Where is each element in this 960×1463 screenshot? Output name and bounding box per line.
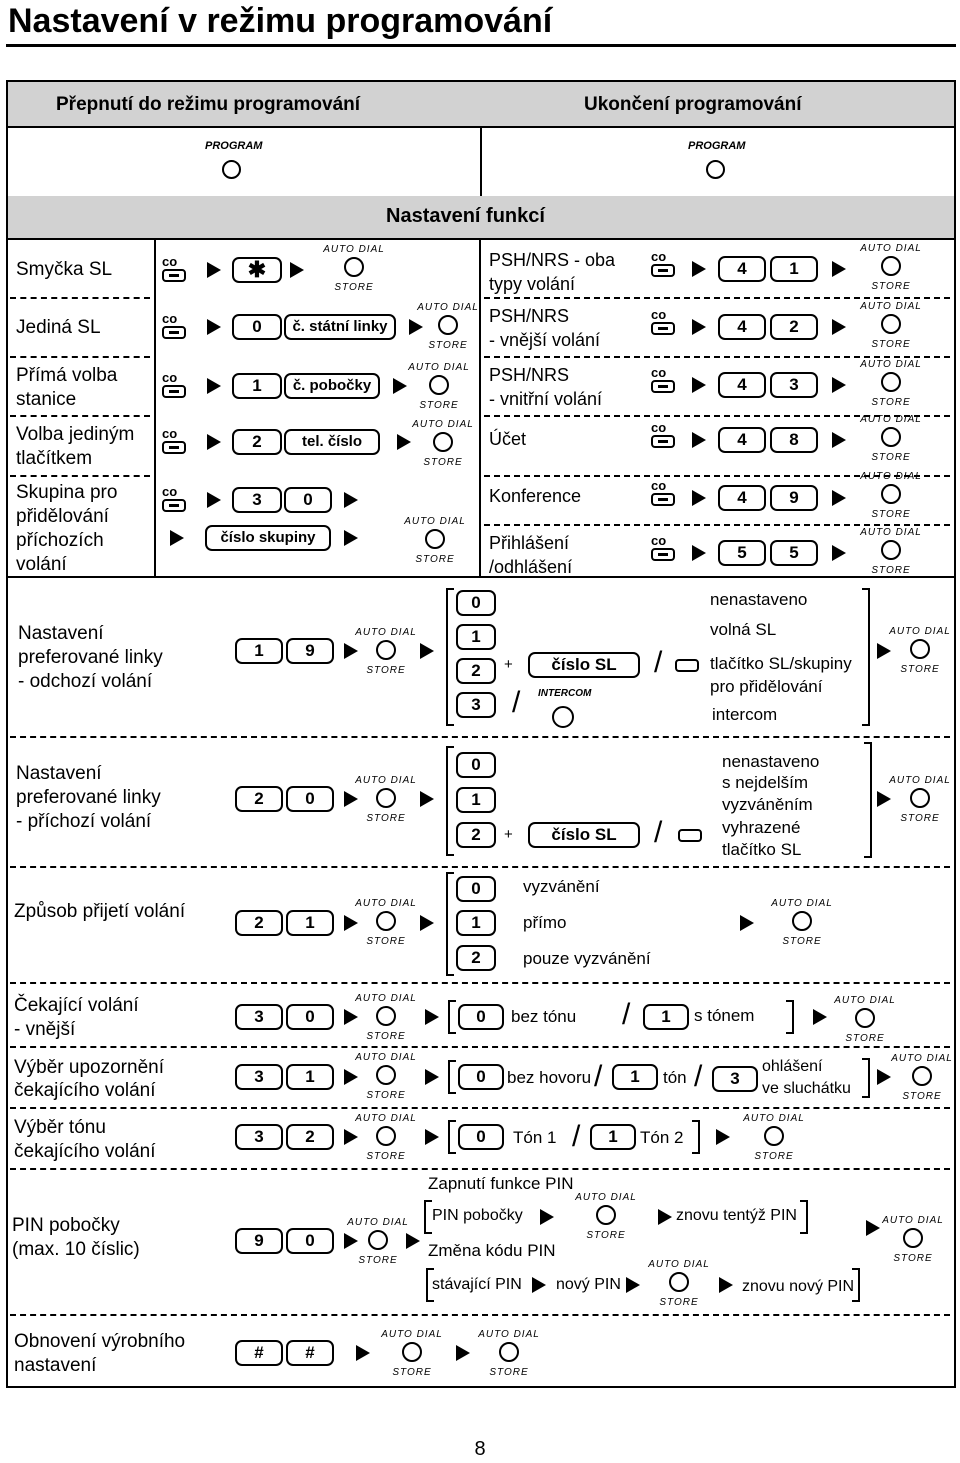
arrow-icon [813,1009,827,1025]
title-rule [6,44,956,47]
key-8[interactable]: 8 [770,427,818,453]
arrow-icon [170,530,184,546]
arrow-icon [658,1209,672,1225]
key-tel-cislo[interactable]: tel. číslo [284,429,380,455]
arrow-icon [719,1277,733,1293]
label-skupina-1: Skupina pro [16,482,118,503]
autodial-store-button[interactable]: AUTO DIAL STORE [834,995,896,1044]
option-text-ton: tón [663,1068,687,1087]
arrow-icon [207,434,221,450]
arrow-icon [393,378,407,394]
key-3[interactable]: 3 [235,1124,283,1150]
row-separator [484,356,950,358]
slash-separator: / [572,1120,581,1153]
option-text-ton-1: Tón 1 [513,1128,557,1147]
key-3[interactable]: 3 [232,487,282,513]
arrow-icon [207,492,221,508]
bracket-left [448,1120,456,1154]
row-separator [484,524,950,526]
bracket-right [786,1000,794,1034]
label-obnoveni-2: nastavení [14,1355,97,1376]
label-ton-1: Výběr tónu [14,1117,106,1138]
arrow-icon [456,1345,470,1361]
row-separator [10,356,150,358]
row-separator [10,475,150,477]
option-1[interactable]: 1 [456,910,496,936]
option-1[interactable]: 1 [590,1124,636,1150]
label-pin-2: (max. 10 číslic) [12,1239,140,1260]
key-3[interactable]: 3 [235,1004,283,1030]
option-text-primo: přímo [523,913,567,932]
bracket-right [800,1200,808,1234]
co-handset-icon: co [651,308,677,340]
option-0[interactable]: 0 [456,876,496,902]
slash-separator: / [594,1060,603,1093]
row-separator [10,1314,950,1316]
label-cekajici-2: - vnější [14,1019,76,1040]
option-1[interactable]: 1 [612,1064,658,1090]
label-odchozi-3: - odchozí volání [18,671,153,692]
label-volba-2: tlačítkem [16,448,93,469]
arrow-icon [832,261,846,277]
co-handset-icon: co [162,427,188,459]
option-text-bez-hovoru: bez hovoru [507,1068,592,1087]
label-prihlaseni-1: Přihlášení [489,533,570,553]
label-psh-vnitrni-2: - vnitřní volání [489,389,603,409]
key-1[interactable]: 1 [770,256,818,282]
label-skupina-4: volání [16,554,67,575]
key-0[interactable]: 0 [286,786,334,812]
autodial-store-button[interactable]: AUTO DIAL STORE [575,1192,637,1241]
option-text-ton-2: Tón 2 [640,1128,684,1147]
autodial-store-button[interactable]: AUTO DIAL STORE [355,898,417,947]
bracket-left [424,1200,432,1234]
bracket-left [448,1060,456,1094]
program-button-exit[interactable] [706,160,725,179]
autodial-store-button[interactable]: AUTO DIAL STORE [860,527,922,576]
key-1[interactable]: 1 [232,373,282,399]
co-handset-icon: co [651,250,677,282]
autodial-store-button[interactable]: AUTO DIAL STORE [412,419,474,468]
label-skupina-2: přidělování [16,506,109,527]
autodial-store-button[interactable]: AUTO DIAL STORE [417,302,479,351]
arrow-icon [397,434,411,450]
arrow-icon [207,262,221,278]
header-enter-programming: Přepnutí do režimu programování [56,94,361,115]
slash-separator: / [654,646,663,679]
option-0[interactable]: 0 [458,1064,504,1090]
label-obnoveni-1: Obnovení výrobního [14,1331,186,1352]
label-psh-oba-1: PSH/NRS - oba [489,250,616,270]
option-text-nejdelsim-2: vyzváněním [722,795,813,814]
autodial-store-button[interactable]: AUTO DIAL STORE [355,993,417,1042]
option-text-ohlaseni-1: ohlášení [762,1058,823,1075]
intercom-label: INTERCOM [538,688,592,699]
pin-zapnuti-label: Zapnutí funkce PIN [428,1174,574,1193]
key-hash[interactable]: # [235,1340,283,1366]
option-text-vyhrazene-2: tlačítko SL [722,840,802,859]
co-handset-icon: co [651,534,677,566]
key-0[interactable]: 0 [286,1004,334,1030]
arrow-icon [866,1220,880,1236]
key-4[interactable]: 4 [718,256,766,282]
label-odchozi-2: preferované linky [18,647,163,668]
arrow-icon [207,319,221,335]
label-pin-1: PIN pobočky [12,1215,120,1236]
autodial-store-button[interactable]: AUTO DIAL STORE [347,1217,409,1266]
bracket-left [446,872,454,976]
option-2[interactable]: 2 [456,658,496,684]
key-1[interactable]: 1 [286,910,334,936]
key-0[interactable]: 0 [284,487,332,513]
autodial-store-button[interactable]: AUTO DIAL STORE [743,1113,805,1162]
arrow-icon [692,490,706,506]
key-hash[interactable]: # [286,1340,334,1366]
label-smycka: Smyčka SL [16,259,113,280]
arrow-icon [420,643,434,659]
arrow-icon [425,1009,439,1025]
arrow-icon [290,262,304,278]
label-volba-1: Volba jediným [16,424,135,445]
autodial-store-button[interactable]: AUTO DIAL STORE [408,362,470,411]
section-title: Nastavení funkcí [386,205,545,227]
pin-znovu-novy-text: znovu nový PIN [742,1278,855,1295]
label-prichozi-3: - příchozí volání [16,811,152,832]
arrow-icon [425,1129,439,1145]
key-5[interactable]: 5 [770,540,818,566]
bracket-right [864,742,872,858]
arrow-icon [425,1069,439,1085]
program-button-enter[interactable] [222,160,241,179]
label-zpusob: Způsob přijetí volání [14,901,186,922]
option-0[interactable]: 0 [456,752,496,778]
option-text-vyzvaneni: vyzvánění [523,877,600,896]
row-separator [10,1046,950,1048]
top-area-bottom-line [8,576,954,578]
autodial-store-button[interactable]: AUTO DIAL STORE [771,898,833,947]
co-handset-icon: co [162,371,188,403]
bracket-left [446,746,454,856]
arrow-icon [626,1277,640,1293]
label-psh-oba-2: typy volání [489,274,576,294]
arrow-icon [692,545,706,561]
label-prihlaseni-2: /odhlášení [489,557,573,577]
label-psh-vnejsi-1: PSH/NRS [489,306,570,326]
option-text-ohlaseni-2: ve sluchátku [762,1080,851,1097]
slash-separator: / [622,998,631,1031]
autodial-store-button[interactable]: AUTO DIAL STORE [355,627,417,676]
row-separator [484,297,950,299]
co-handset-icon: co [162,255,188,287]
autodial-store-button[interactable]: AUTO DIAL STORE [323,244,385,293]
key-2[interactable]: 2 [232,429,282,455]
key-2[interactable]: 2 [286,1124,334,1150]
option-text-vyhrazene-1: vyhrazené [722,818,801,837]
page-title: Nastavení v režimu programování [8,2,553,40]
autodial-store-button[interactable]: AUTO DIAL STORE [860,243,922,292]
bracket-right [862,1058,870,1098]
option-text-intercom: intercom [712,705,778,724]
co-handset-icon: co [651,421,677,453]
autodial-store-button[interactable]: AUTO DIAL STORE [355,775,417,824]
label-prima-1: Přímá volba [16,365,118,386]
option-1[interactable]: 1 [643,1004,689,1030]
autodial-store-button[interactable]: AUTO DIAL STORE [860,301,922,350]
option-0[interactable]: 0 [458,1004,504,1030]
label-jedina: Jediná SL [16,317,101,338]
label-prichozi-1: Nastavení [16,763,102,784]
key-cislo-skupiny[interactable]: číslo skupiny [205,525,331,551]
autodial-store-button[interactable]: AUTO DIAL STORE [404,516,466,565]
arrow-icon [832,319,846,335]
row-separator [10,415,150,417]
key-4[interactable]: 4 [718,485,766,511]
option-text-s-tonem: s tónem [694,1006,755,1025]
bracket-right [862,588,870,726]
option-1[interactable]: 1 [456,624,496,650]
key-cislo-sl[interactable]: číslo SL [528,652,640,678]
option-text-nenastaveno: nenastaveno [710,590,808,609]
arrow-icon [420,791,434,807]
row-separator [10,982,950,984]
label-prichozi-2: preferované linky [16,787,161,808]
key-3[interactable]: 3 [235,1064,283,1090]
key-1[interactable]: 1 [235,638,283,664]
option-text-tlacitko-2: pro přidělování [710,677,823,696]
option-text-nejdelsim-1: s nejdelším [722,773,808,792]
autodial-store-button[interactable]: AUTO DIAL STORE [860,359,922,408]
autodial-store-button[interactable]: AUTO DIAL STORE [381,1329,443,1378]
arrow-icon [740,915,754,931]
option-text-bez-tonu: bez tónu [511,1007,577,1026]
label-psh-vnejsi-2: - vnější volání [489,330,601,350]
slash-separator: / [512,686,521,719]
autodial-store-button[interactable]: AUTO DIAL STORE [891,1053,953,1102]
program-label-enter: PROGRAM [205,140,263,152]
option-text-tlacitko-1: tlačítko SL/skupiny [710,654,852,673]
option-text-nenastaveno: nenastaveno [722,752,820,771]
key-star[interactable]: ✱ [232,257,282,283]
sl-button-icon [678,829,702,842]
label-ton-2: čekajícího volání [14,1141,156,1162]
key-9[interactable]: 9 [286,638,334,664]
key-2[interactable]: 2 [235,910,283,936]
key-cislo-pobocky[interactable]: č. pobočky [284,373,380,399]
autodial-store-button[interactable]: AUTO DIAL STORE [860,414,922,463]
arrow-icon [832,490,846,506]
arrow-icon [716,1129,730,1145]
option-0[interactable]: 0 [456,590,496,616]
slash-separator: / [654,816,663,849]
arrow-icon [420,915,434,931]
pin-pobocky-text: PIN pobočky [432,1207,523,1224]
option-1[interactable]: 1 [456,787,496,813]
label-upozorneni-1: Výběr upozornění [14,1057,164,1078]
option-3[interactable]: 3 [456,692,496,718]
label-psh-vnitrni-1: PSH/NRS [489,365,570,385]
label-odchozi-1: Nastavení [18,623,104,644]
key-1[interactable]: 1 [286,1064,334,1090]
key-9[interactable]: 9 [235,1228,283,1254]
pin-zmena-label: Změna kódu PIN [428,1241,556,1260]
program-label-exit: PROGRAM [688,140,746,152]
row-separator [10,866,950,868]
autodial-store-button[interactable]: AUTO DIAL STORE [882,1215,944,1264]
plus-sign: + [504,656,513,673]
slash-separator: / [694,1060,703,1093]
label-upozorneni-2: čekajícího volání [14,1080,156,1101]
label-konference: Konference [489,486,582,506]
row-separator [10,1107,950,1109]
key-3[interactable]: 3 [770,372,818,398]
key-statni-linky[interactable]: č. státní linky [284,314,396,340]
arrow-icon [344,492,358,508]
option-3[interactable]: 3 [712,1066,758,1092]
arrow-icon [692,432,706,448]
arrow-icon [692,319,706,335]
label-prima-2: stanice [16,389,77,410]
bracket-right [852,1268,860,1302]
co-handset-icon: co [651,479,677,511]
key-4[interactable]: 4 [718,314,766,340]
bracket-left [446,588,454,726]
pin-novy-text: nový PIN [556,1276,621,1293]
arrow-icon [692,261,706,277]
label-skupina-3: příchozích [16,530,104,551]
key-0[interactable]: 0 [286,1228,334,1254]
arrow-icon [207,378,221,394]
autodial-store-button[interactable]: AUTO DIAL STORE [478,1329,540,1378]
option-2[interactable]: 2 [456,822,496,848]
bracket-left [448,1000,456,1034]
label-ucet: Účet [489,429,527,449]
autodial-store-button[interactable]: AUTO DIAL STORE [889,626,951,675]
col-divider-left [154,240,156,576]
section-bar-line [8,238,954,240]
arrow-icon [532,1277,546,1293]
row-separator [10,736,950,738]
arrow-icon [344,530,358,546]
header-divider [480,128,482,196]
key-4[interactable]: 4 [718,372,766,398]
arrow-icon [832,432,846,448]
row-separator [10,297,150,299]
option-text-volna-sl: volná SL [710,620,777,639]
arrow-icon [356,1345,370,1361]
autodial-store-button[interactable]: AUTO DIAL STORE [889,775,951,824]
row-separator [10,1168,950,1170]
arrow-icon [406,1233,420,1249]
key-9[interactable]: 9 [770,485,818,511]
co-handset-icon: co [651,366,677,398]
plus-sign: + [504,826,513,843]
option-0[interactable]: 0 [458,1124,504,1150]
option-text-pouze-vyzvaneni: pouze vyzvánění [523,949,651,968]
intercom-button[interactable] [552,706,574,728]
bracket-right [692,1120,700,1154]
arrow-icon [832,545,846,561]
autodial-store-button[interactable]: AUTO DIAL STORE [648,1259,710,1308]
pin-znovu-tentyz-text: znovu tentýž PIN [676,1207,797,1224]
key-2[interactable]: 2 [235,786,283,812]
pin-stavajici-text: stávající PIN [432,1276,522,1293]
option-2[interactable]: 2 [456,945,496,971]
autodial-store-button[interactable]: AUTO DIAL STORE [355,1113,417,1162]
header-exit-programming: Ukončení programování [584,94,802,115]
label-cekajici-1: Čekající volání [14,995,139,1016]
page-number: 8 [474,1438,486,1460]
key-4[interactable]: 4 [718,427,766,453]
arrow-icon [540,1209,554,1225]
sl-button-icon [675,659,699,672]
co-handset-icon: co [162,312,188,344]
arrow-icon [832,377,846,393]
arrow-icon [692,377,706,393]
key-2[interactable]: 2 [770,314,818,340]
key-cislo-sl[interactable]: číslo SL [528,822,640,848]
co-handset-icon: co [162,485,188,517]
autodial-store-button[interactable]: AUTO DIAL STORE [355,1052,417,1101]
autodial-store-button[interactable]: AUTO DIAL STORE [860,471,922,520]
key-0[interactable]: 0 [232,314,282,340]
col-divider-mid [479,240,481,576]
key-5[interactable]: 5 [718,540,766,566]
